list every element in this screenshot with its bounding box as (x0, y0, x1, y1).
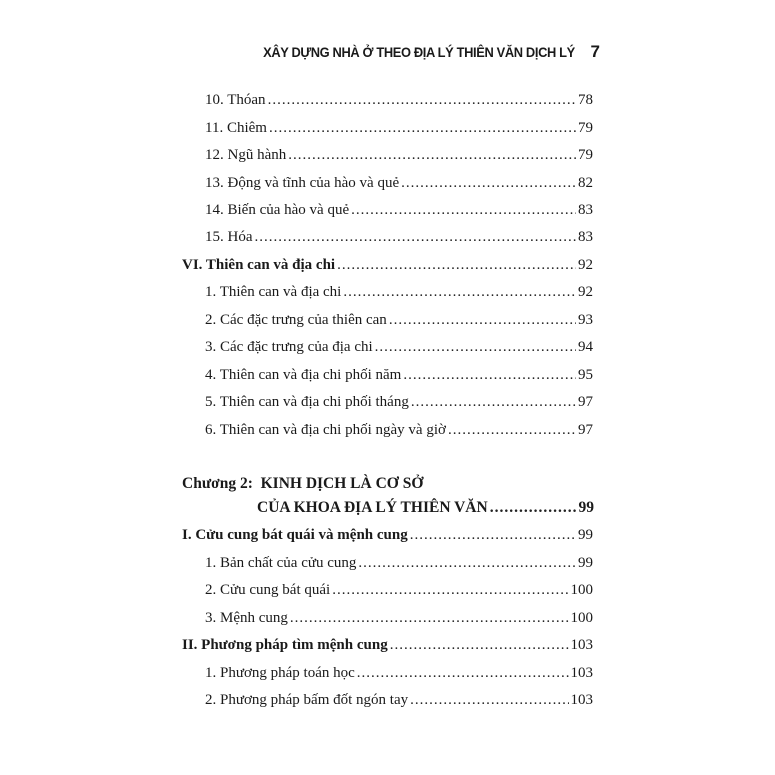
toc-entry-page: 83 (578, 202, 593, 218)
dot-leader (401, 172, 576, 194)
dot-leader (351, 199, 576, 221)
dot-leader (268, 89, 576, 111)
chapter-page: 99 (578, 499, 594, 516)
toc-entry-label: 5. Thiên can và địa chi phối tháng (205, 394, 409, 410)
toc-entry-label: 4. Thiên can và địa chi phối năm (205, 367, 402, 383)
dot-leader (337, 254, 576, 276)
toc-section-entry (182, 254, 593, 276)
toc-entry-label: II. Phương pháp tìm mệnh cung (182, 637, 388, 653)
dot-leader (410, 689, 568, 711)
toc-entry-page: 97 (578, 422, 593, 438)
toc-entry-page: 79 (578, 147, 593, 163)
toc-entry-page: 97 (578, 394, 593, 410)
toc-entry (205, 172, 593, 194)
toc-entry-page: 100 (570, 582, 593, 598)
toc-entry-page: 83 (578, 229, 593, 245)
dot-leader (448, 419, 576, 441)
toc-entry-label: 2. Các đặc trưng của thiên can (205, 312, 387, 328)
chapter-title-line1: KINH DỊCH LÀ CƠ SỞ (260, 475, 424, 492)
chapter-title-entry (257, 497, 594, 519)
dot-leader (410, 524, 576, 546)
toc-entry-label: 11. Chiêm (205, 120, 267, 136)
dot-leader (375, 336, 576, 358)
toc-entry-label: 1. Phương pháp toán học (205, 665, 355, 681)
toc-entry (205, 364, 593, 386)
dot-leader (389, 309, 576, 331)
toc-entry-label: I. Cửu cung bát quái và mệnh cung (182, 527, 408, 543)
dot-leader (332, 579, 568, 601)
toc-entry-page: 94 (578, 339, 593, 355)
toc-entry (205, 336, 593, 358)
toc-entry-page: 78 (578, 92, 593, 108)
toc-entry-label: 10. Thóan (205, 92, 266, 108)
toc-entry (205, 117, 593, 139)
toc-entry (205, 199, 593, 221)
toc-entry-label: 15. Hóa (205, 229, 253, 245)
dot-leader (358, 552, 576, 574)
dot-leader (357, 662, 569, 684)
toc-section-entry (182, 634, 593, 656)
toc-entry-label: 14. Biến của hào và quẻ (205, 202, 350, 218)
toc-entry-label: 2. Phương pháp bấm đốt ngón tay (205, 692, 409, 708)
chapter-prefix: Chương 2: (182, 475, 253, 492)
toc-entry-page: 99 (578, 555, 593, 571)
toc-entry-page: 103 (570, 665, 593, 681)
dot-leader (269, 117, 576, 139)
dot-leader (490, 497, 577, 519)
toc-entry (205, 309, 593, 331)
toc-entry-page: 100 (570, 610, 593, 626)
chapter-heading (182, 473, 423, 495)
toc-entry-label: 2. Cửu cung bát quái (205, 582, 331, 598)
toc-entry-label: 6. Thiên can và địa chi phối ngày và giờ (205, 422, 446, 438)
dot-leader (288, 144, 576, 166)
toc-entry-page: 92 (578, 284, 593, 300)
toc-entry-label: 1. Bản chất của cửu cung (205, 555, 357, 571)
dot-leader (403, 364, 576, 386)
toc-entry-page: 93 (578, 312, 593, 328)
toc-section-entry (182, 524, 593, 546)
toc-entry (205, 662, 593, 684)
toc-entry-page: 99 (578, 527, 593, 543)
toc-entry-page: 95 (578, 367, 593, 383)
toc-entry (205, 607, 593, 629)
toc-entry-label: 13. Động và tĩnh của hào và quẻ (205, 175, 400, 191)
toc-entry (205, 89, 593, 111)
toc-entry (205, 689, 593, 711)
toc-entry (205, 552, 593, 574)
toc-entry-label: VI. Thiên can và địa chi (182, 257, 336, 273)
chapter-title-line2: CỦA KHOA ĐỊA LÝ THIÊN VĂN (257, 499, 488, 516)
toc-entry (205, 281, 593, 303)
toc-entry-page: 103 (570, 637, 593, 653)
toc-entry-label: 3. Mệnh cung (205, 610, 288, 626)
toc-entry (205, 226, 593, 248)
toc-entry (205, 144, 593, 166)
toc-entry (205, 391, 593, 413)
dot-leader (255, 226, 577, 248)
toc-entry-label: 1. Thiên can và địa chi (205, 284, 342, 300)
toc-entry-page: 79 (578, 120, 593, 136)
toc-entry-label: 3. Các đặc trưng của địa chi (205, 339, 373, 355)
toc-entry-page: 103 (570, 692, 593, 708)
page-number: 7 (590, 42, 600, 61)
toc-entry-page: 92 (578, 257, 593, 273)
toc-entry (205, 579, 593, 601)
book-title: XÂY DỰNG NHÀ Ở THEO ĐỊA LÝ THIÊN VĂN DỊCH LÝ (262, 44, 575, 60)
dot-leader (390, 634, 569, 656)
toc-entry-page: 82 (578, 175, 593, 191)
toc-entry-label: 12. Ngũ hành (205, 147, 287, 163)
dot-leader (343, 281, 576, 303)
dot-leader (290, 607, 569, 629)
dot-leader (411, 391, 576, 413)
toc-entry (205, 419, 593, 441)
